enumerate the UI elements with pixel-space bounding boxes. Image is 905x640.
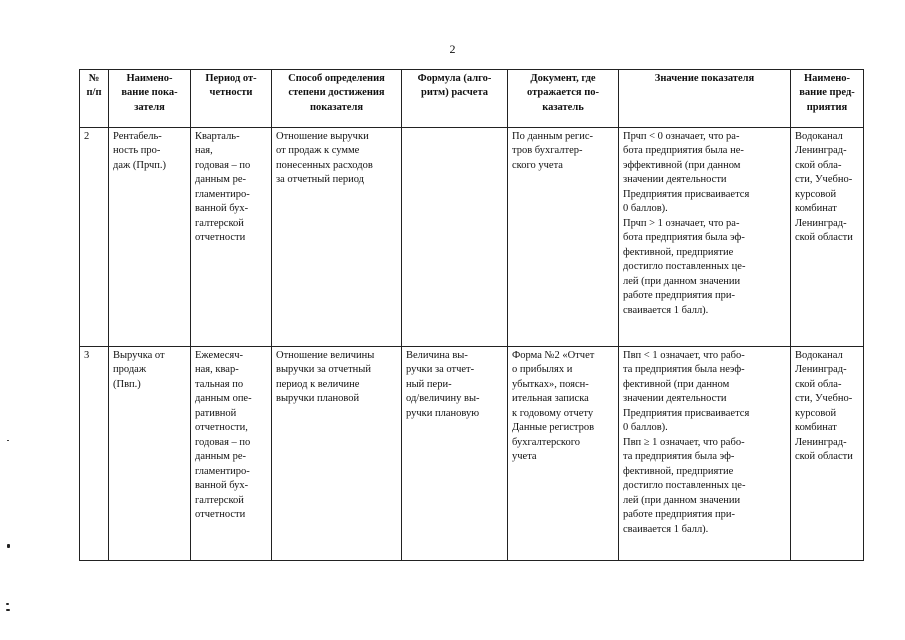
table-row	[80, 128, 864, 347]
cell-formula: Величина вы- ручки за отчет- ный пери- од/величину вы- ручки плановую	[402, 347, 508, 561]
header-reporting-period: Период от- четности	[191, 70, 272, 128]
cell-formula	[402, 128, 508, 347]
cell-reporting-period: Кварталь- ная, годовая – по данным ре- гламентиро- ванной бух- галтерской отчетности	[191, 128, 272, 347]
cell-number: 2	[80, 128, 109, 347]
cell-reporting-period: Ежемесяч- ная, квар- тальная по данным опе- ративной отчетности, годовая – по данным ре- гламентиро- ванной бух- галтерской отчетности	[191, 347, 272, 561]
cell-indicator-value: Прчп < 0 означает, что ра- бота предприятия была не- эффективной (при данном значении деятельности Предприятия присваивается 0 баллов). Прчп > 1 означает, что ра- бота предприятия была эф- фективной, предприятие достигло поставленных це- лей (при данном значении работе предприятия при- сваивается 1 балл).	[619, 128, 791, 347]
header-document: Документ, где отражается по- казатель	[508, 70, 619, 128]
cell-method: Отношение величины выручки за отчетный период к величине выручки плановой	[272, 347, 402, 561]
header-indicator-value: Значение показателя	[619, 70, 791, 128]
table-row	[80, 347, 864, 561]
cell-number: 3	[80, 347, 109, 561]
scan-speck	[7, 544, 10, 548]
cell-indicator-name: Рентабель- ность про- даж (Прчп.)	[109, 128, 191, 347]
cell-document: По данным регис- тров бухгалтер- ского учета	[508, 128, 619, 347]
cell-method: Отношение выручки от продаж к сумме понесенных расходов за отчетный период	[272, 128, 402, 347]
header-formula: Формула (алго- ритм) расчета	[402, 70, 508, 128]
cell-indicator-value: Пвп < 1 означает, что рабо- та предприятия была неэф- фективной (при данном значении деятельности Предприятия присваивается 0 баллов). Пвп ≥ 1 означает, что рабо- та предприятия была эф- фективной, предприятие достигло поставленных це- лей (при данном значении работе предприятия при- сваивается 1 балл).	[619, 347, 791, 561]
cell-indicator-name: Выручка от продаж (Пвп.)	[109, 347, 191, 561]
header-indicator-name: Наимено- вание пока- зателя	[109, 70, 191, 128]
cell-enterprise-name: Водоканал Ленинград- ской обла- сти, Учебно- курсовой комбинат Ленинград- ской области	[791, 347, 864, 561]
cell-document: Форма №2 «Отчет о прибылях и убытках», поясн- ительная записка к годовому отчету Данные регистров бухгалтерского учета	[508, 347, 619, 561]
scan-speck	[7, 440, 9, 441]
scan-speck	[6, 603, 9, 605]
scan-speck	[6, 609, 10, 611]
header-number: № п/п	[80, 70, 109, 128]
table-header-row	[80, 70, 864, 128]
indicators-table	[79, 69, 864, 561]
header-method: Способ определения степени достижения показателя	[272, 70, 402, 128]
cell-enterprise-name: Водоканал Ленинград- ской обла- сти, Учебно- курсовой комбинат Ленинград- ской области	[791, 128, 864, 347]
header-enterprise-name: Наимено- вание пред- приятия	[791, 70, 864, 128]
page-number: 2	[449, 42, 456, 56]
